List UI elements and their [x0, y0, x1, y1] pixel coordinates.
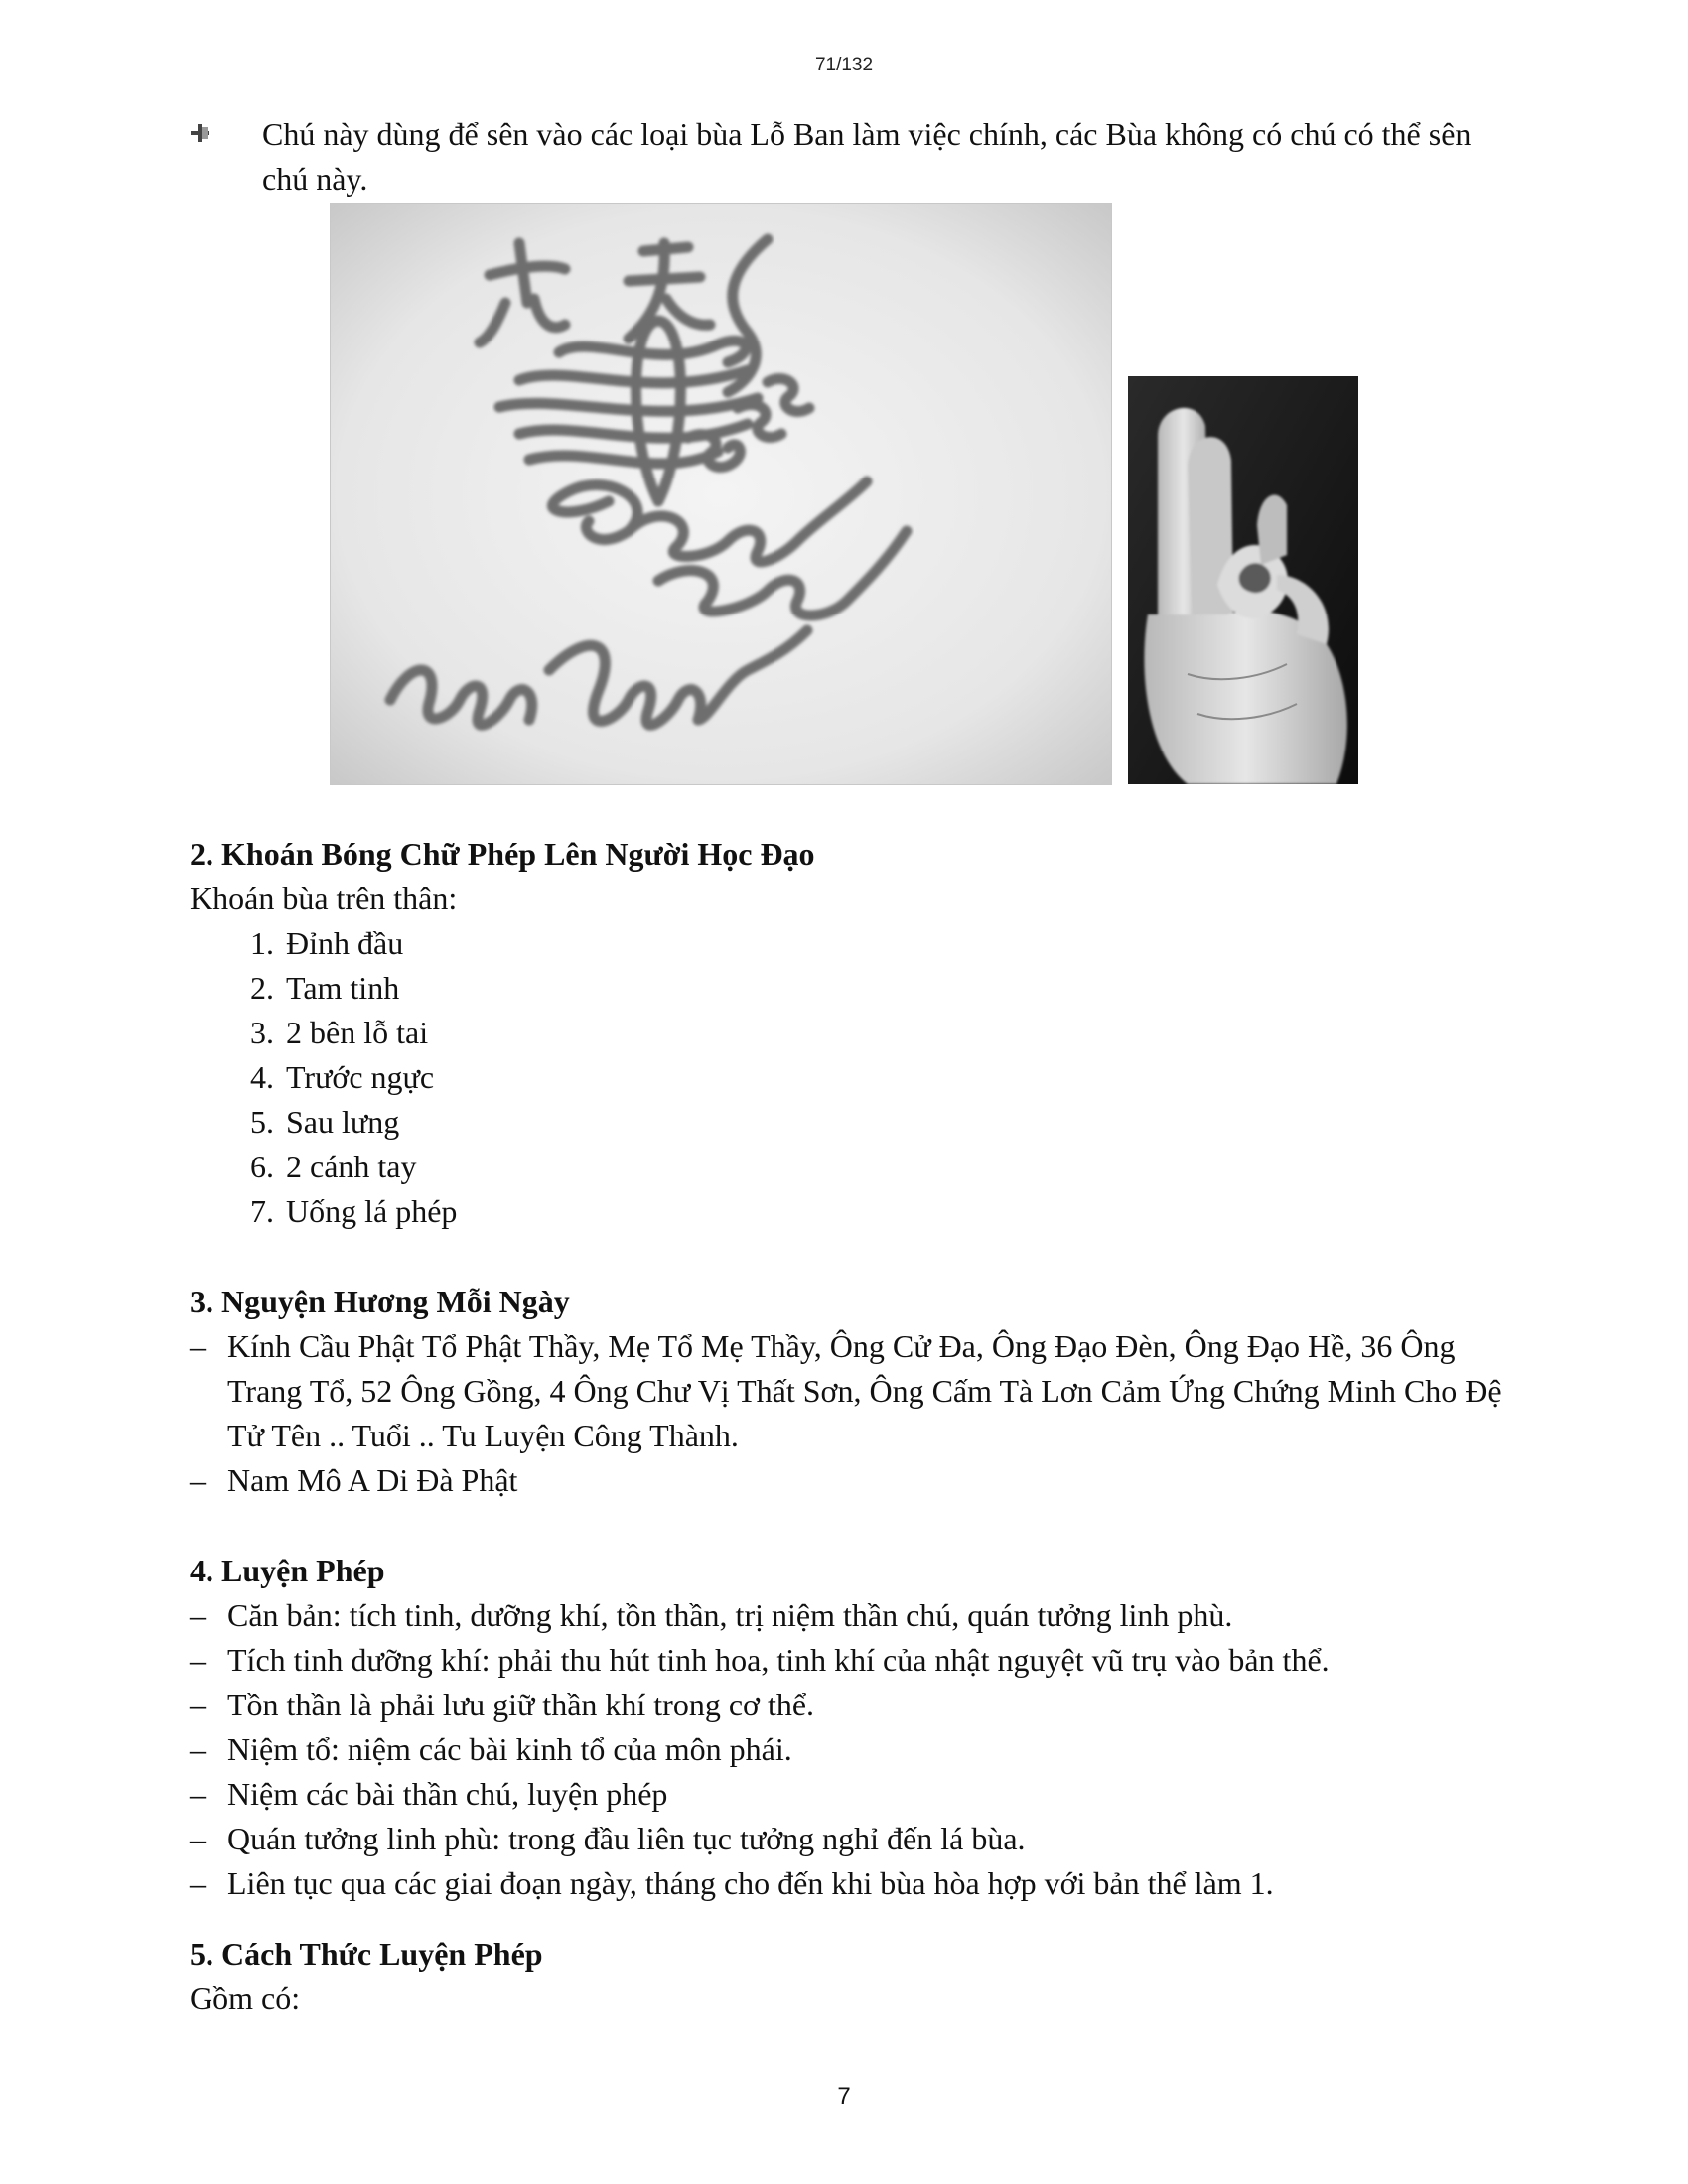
dash-list	[190, 1324, 1520, 1503]
bullet-icon	[189, 122, 211, 144]
section-3	[190, 1280, 1520, 1503]
intro-text: Chú này dùng để sên vào các loại bùa Lỗ Ban làm việc chính, các Bùa không có chú có thể sên chú này.	[262, 116, 1472, 197]
section-heading: 3. Nguyện Hương Mỗi Ngày	[190, 1284, 570, 1319]
list-item: – Quán tưởng linh phù: trong đầu liên tục tưởng nghỉ đến lá bùa.	[190, 1821, 1026, 1856]
list-item: – Niệm tổ: niệm các bài kinh tổ của môn phái.	[190, 1731, 792, 1767]
section-heading: 4. Luyện Phép	[190, 1553, 385, 1588]
section-heading: 2. Khoán Bóng Chữ Phép Lên Người Học Đạo	[190, 836, 815, 872]
list-item: 7. Uống lá phép	[250, 1193, 458, 1229]
page-number: 7	[837, 2083, 851, 2110]
list-item: 6. 2 cánh tay	[250, 1149, 417, 1184]
list-item: – Tích tinh dưỡng khí: phải thu hút tinh hoa, tinh khí của nhật nguyệt vũ trụ vào bản thể.	[190, 1642, 1330, 1678]
section-4	[190, 1549, 1520, 1906]
list-item: – Kính Cầu Phật Tổ Phật Thầy, Mẹ Tổ Mẹ Thầy, Ông Cử Đa, Ông Đạo Đèn, Ông Đạo Hề, 36 Ông Trang Tổ, 52 Ông Gồng, 4 Ông Chư Vị Thất Sơn, Ông Cấm Tà Lơn Cảm Ứng Chứng Minh Cho Đệ Tử Tên .. Tuổi .. Tu Luyện Công Thành.	[190, 1328, 1502, 1453]
dash-list	[190, 1593, 1520, 1906]
page-counter: 71/132	[814, 55, 874, 75]
list-item: – Tồn thần là phải lưu giữ thần khí trong cơ thể.	[190, 1687, 815, 1722]
section-intro: Khoán bùa trên thân:	[190, 881, 458, 916]
list-item: 4. Trước ngực	[250, 1059, 435, 1095]
section-2	[190, 832, 1520, 1234]
intro-paragraph	[189, 112, 1519, 202]
list-item: – Liên tục qua các giai đoạn ngày, tháng cho đến khi bùa hòa hợp với bản thể làm 1.	[190, 1865, 1274, 1901]
list-item: 1. Đỉnh đầu	[250, 925, 404, 961]
talisman-drawing-icon	[331, 204, 1111, 784]
talisman-figure	[330, 203, 1112, 785]
list-item: 2. Tam tinh	[250, 970, 400, 1006]
section-intro: Gồm có:	[190, 1980, 301, 2016]
list-item: – Căn bản: tích tinh, dưỡng khí, tồn thần, trị niệm thần chú, quán tưởng linh phù.	[190, 1597, 1233, 1633]
list-item: – Nam Mô A Di Đà Phật	[190, 1462, 518, 1498]
section-heading: 5. Cách Thức Luyện Phép	[190, 1936, 543, 1972]
hand-mudra-photo	[1128, 376, 1358, 784]
numbered-list	[190, 921, 1520, 1234]
section-5	[190, 1932, 1520, 2021]
list-item: – Niệm các bài thần chú, luyện phép	[190, 1776, 668, 1812]
hand-mudra-icon	[1128, 376, 1358, 784]
list-item: 3. 2 bên lỗ tai	[250, 1015, 429, 1050]
list-item: 5. Sau lưng	[250, 1104, 400, 1140]
